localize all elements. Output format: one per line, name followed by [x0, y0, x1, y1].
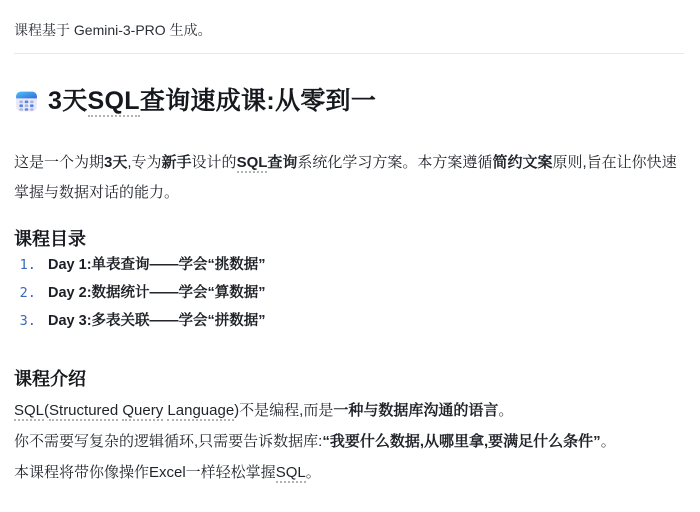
page-title [14, 87, 684, 115]
page-title-text: 3天SQL查询速成课:从零到一 [48, 87, 377, 115]
toc-heading: 课程目录 [14, 229, 86, 249]
lead-paragraph: 这是一个为期3天,专为新手设计的SQL查询系统化学习方案。本方案遵循简约文案原则,旨在让你快速掌握与数据对话的能力。 [14, 154, 677, 201]
toc-list [14, 255, 684, 332]
horizontal-divider [14, 53, 684, 54]
toc-item-day1: 1. Day 1:单表查询——学会“挑数据” [44, 255, 684, 276]
document-page [0, 20, 700, 483]
intro-paragraph-2: 你不需要写复杂的逻辑循环,只需要告诉数据库:“我要什么数据,从哪里拿,要满足什么条件”。 [14, 433, 616, 450]
intro-section [14, 368, 684, 483]
calculator-icon [14, 89, 39, 114]
toc-item-day2: 2. Day 2:数据统计——学会“算数据” [44, 283, 684, 304]
intro-heading: 课程介绍 [14, 369, 86, 389]
intro-paragraph-1: SQL(Structured Query Language)不是编程,而是一种与数据库沟通的语言。 [14, 402, 514, 419]
toc-item-day3: 3. Day 3:多表关联——学会“拼数据” [44, 311, 684, 332]
generator-note: 课程基于 Gemini-3-PRO 生成。 [14, 22, 212, 38]
intro-paragraph-3: 本课程将带你像操作Excel一样轻松掌握SQL。 [14, 464, 321, 481]
